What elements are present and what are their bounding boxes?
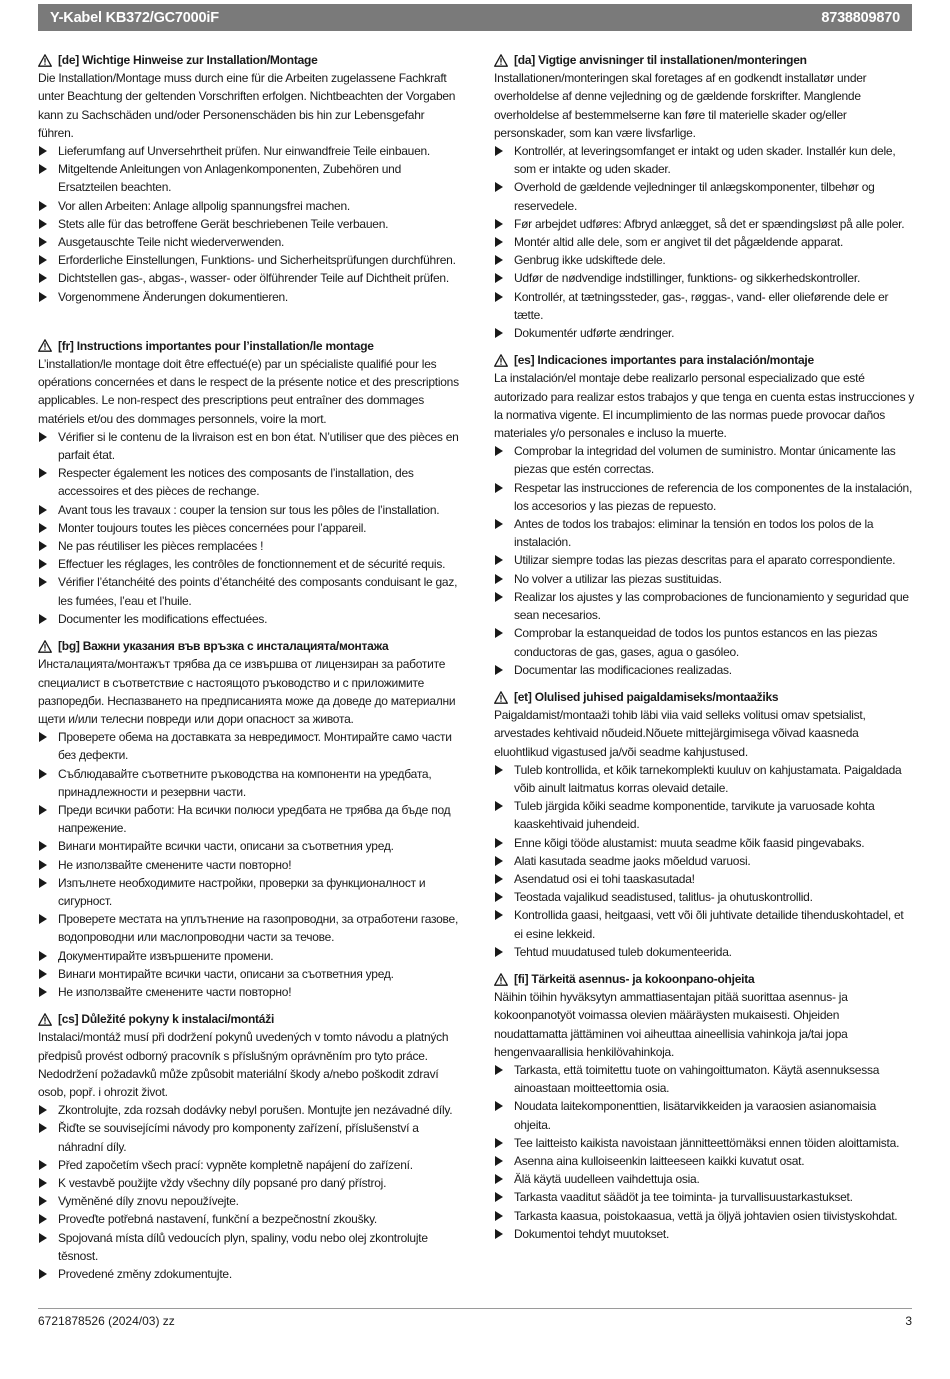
bullet-triangle-icon: [495, 856, 503, 866]
list-item: [38, 801, 459, 837]
bullet-triangle-icon: [39, 1269, 47, 1279]
warning-icon: [38, 1013, 52, 1026]
header-title: Y-Kabel KB372/GC7000iF: [50, 9, 219, 26]
list-item-text: Tarkasta kaasua, poistokaasua, vettä ja öljyä johtavien osien tiivistyskohdat.: [514, 1208, 898, 1223]
list-item: [494, 888, 915, 906]
list-item-text: Kontrollér, at tætningssteder, gas-, røggas-, vand- eller olieførende dele er tætte.: [514, 289, 889, 322]
page-footer: [38, 1314, 912, 1328]
list-item-text: Asenna aina kulloiseenkin laitteeseen kaikki kuvatut osat.: [514, 1153, 805, 1168]
bullet-triangle-icon: [495, 1156, 503, 1166]
list-item-text: Tuleb järgida kõiki seadme komponentide, tarvikute ja varuosade kohta kaaskehtivaid juhendeid.: [514, 799, 875, 832]
list-item-text: Vorgenommene Änderungen dokumentieren.: [58, 289, 288, 304]
bullet-triangle-icon: [495, 146, 503, 156]
bullet-triangle-icon: [495, 1211, 503, 1221]
list-item: [494, 1097, 915, 1133]
list-item-text: Stets alle für das betroffene Gerät beschriebenen Teile verbauen.: [58, 216, 389, 231]
list-item: [494, 870, 915, 888]
warning-icon: [494, 973, 508, 986]
list-item-text: Erforderliche Einstellungen, Funktions- und Sicherheitsprüfungen durchführen.: [58, 253, 456, 268]
bullet-triangle-icon: [39, 1105, 47, 1115]
bullet-triangle-icon: [39, 432, 47, 442]
section-da: [494, 51, 915, 342]
instruction-list: [494, 1061, 915, 1243]
list-item: [38, 1156, 459, 1174]
list-item-text: Vyměněné díly znovu nepoužívejte.: [58, 1194, 239, 1209]
list-item: [38, 728, 459, 764]
list-item: [38, 1229, 459, 1265]
section-title-text: [es] Indicaciones importantes para instalación/montaje: [514, 353, 814, 368]
list-item-text: Noudata laitekomponenttien, lisätarvikkeiden ja varaosien asianomaisia ohjeita.: [514, 1099, 877, 1132]
list-item-text: Vérifier si le contenu de la livraison est en bon état. N’utiliser que des pièces en parfait état.: [58, 429, 459, 463]
bullet-triangle-icon: [495, 1101, 503, 1111]
section-title-text: [bg] Важни указания във връзка с инсталацията/монтажа: [58, 639, 389, 654]
list-item-text: Spojovaná místa dílů vedoucích plyn, spaliny, vodu nebo olej zkontrolujte těsnost.: [58, 1230, 428, 1263]
bullet-triangle-icon: [39, 273, 47, 283]
bullet-triangle-icon: [39, 1160, 47, 1170]
list-item: [494, 479, 915, 515]
section-intro: Die Installation/Montage muss durch eine für die Arbeiten zugelassene Fachkraft unter Beachtung der geltenden Vorschriften erfolgen. Nichtbeachten der Vorgaben kann zu Sachschäden und/oder Personenschäden bis hin zur Lebensgefahr führen.: [38, 71, 456, 140]
page-header: [38, 4, 912, 31]
list-item: [38, 215, 459, 233]
section-title: [494, 51, 915, 69]
list-item: [494, 442, 915, 478]
list-item: [494, 943, 915, 961]
list-item: [494, 661, 915, 679]
bullet-triangle-icon: [39, 732, 47, 742]
bullet-triangle-icon: [39, 1178, 47, 1188]
bullet-triangle-icon: [39, 805, 47, 815]
section-intro: Инсталацията/монтажът трябва да се извършва от лицензиран за работите специалист в съответствие с настоящото ръководство и с приложимите разпоредби. Неспазването на предписанията може да доведе до материални щети и/или телесни повреди или дори опасност за живота.: [38, 657, 456, 726]
list-item: [38, 1101, 459, 1119]
section-intro: Installationen/monteringen skal foretages af en godkendt installatør under overholdelse af denne vejledning og de gældende forskrifter. Manglende overholdelse af bestemmelserne kan føre til materielle skader og/eller personskader, som kan være livsfarlige.: [494, 71, 867, 140]
list-item-text: Lieferumfang auf Unversehrtheit prüfen. Nur einwandfreie Teile einbauen.: [58, 144, 431, 159]
list-item-text: K vestavbě použijte vždy všechny díly popsané pro daný přístroj.: [58, 1175, 387, 1190]
section-title-text: [da] Vigtige anvisninger til installationen/monteringen: [514, 53, 807, 67]
section-title-text: [cs] Důležité pokyny k instalaci/montáži: [58, 1012, 275, 1027]
list-item: [38, 983, 459, 1001]
bullet-triangle-icon: [495, 874, 503, 884]
list-item: [38, 160, 459, 196]
bullet-triangle-icon: [39, 292, 47, 302]
bullet-triangle-icon: [39, 951, 47, 961]
bullet-triangle-icon: [39, 914, 47, 924]
bullet-triangle-icon: [39, 237, 47, 247]
list-item-text: Asendatud osi ei tohi taaskasutada!: [514, 871, 695, 886]
list-item-text: Ausgetauschte Teile nicht wiederverwenden.: [58, 235, 285, 250]
list-item: [494, 1188, 915, 1206]
list-item: [494, 269, 915, 287]
list-item: [38, 501, 459, 519]
list-item: [494, 588, 915, 624]
list-item: [38, 537, 459, 555]
list-item: [494, 1061, 915, 1097]
bullet-triangle-icon: [495, 519, 503, 529]
list-item: [494, 1207, 915, 1225]
section-title: [38, 51, 459, 69]
list-item: [38, 874, 459, 910]
list-item-text: Винаги монтирайте всички части, описани за съответния уред.: [58, 966, 394, 981]
warning-icon: [38, 339, 52, 352]
list-item-text: Respecter également les notices des composants de l’installation, des accessoires et des pièces de rechange.: [58, 466, 414, 499]
list-item: [38, 856, 459, 874]
section-title: [38, 337, 459, 355]
bullet-triangle-icon: [39, 1123, 47, 1133]
bullet-triangle-icon: [495, 801, 503, 811]
list-item-text: Før arbejdet udføres: Afbryd anlægget, så det er spændingsløst på alle poler.: [514, 216, 905, 231]
warning-icon: [494, 354, 508, 367]
warning-icon: [494, 691, 508, 704]
list-item-text: Udfør de nødvendige indstillinger, funktions- og sikkerhedskontroller.: [514, 271, 861, 286]
list-item-text: Antes de todos los trabajos: eliminar la tensión en todos los polos de la instalación.: [514, 517, 874, 550]
header-part-number: 8738809870: [821, 9, 900, 26]
bullet-triangle-icon: [39, 614, 47, 624]
list-item-text: Съблюдавайте съответните ръководства на компоненти на уредбата, принадлежности и резервни части.: [58, 766, 432, 799]
section-bg: [38, 637, 459, 1001]
list-item: [38, 1265, 459, 1283]
list-item-text: Documenter les modifications effectuées.: [58, 611, 268, 626]
list-item: [494, 852, 915, 870]
list-item-text: Dokumentoi tehdyt muutokset.: [514, 1226, 670, 1241]
instruction-list: [38, 428, 459, 628]
list-item-text: Проверете местата на уплътнение на газопроводни, за отработени газове, водопроводни или маслопроводни части за течове.: [58, 912, 459, 945]
list-item-text: Не използвайте сменените части повторно!: [58, 984, 292, 999]
list-item: [38, 428, 459, 464]
bullet-triangle-icon: [39, 969, 47, 979]
bullet-triangle-icon: [39, 505, 47, 515]
list-item: [38, 910, 459, 946]
instruction-list: [494, 442, 915, 679]
list-item: [38, 251, 459, 269]
bullet-triangle-icon: [39, 541, 47, 551]
list-item-text: Řiďte se souvisejícími návody pro komponenty zařízení, příslušenství a náhradní díly.: [58, 1121, 419, 1154]
list-item-text: Montér altid alle dele, som er angivet til det pågældende apparat.: [514, 235, 844, 250]
list-item: [494, 251, 915, 269]
list-item-text: Dokumentér udførte ændringer.: [514, 326, 675, 341]
list-item-text: Teostada vajalikud seadistused, talitlus- ja ohutuskontrollid.: [514, 890, 813, 905]
bullet-triangle-icon: [495, 1192, 503, 1202]
list-item-text: Provedené změny zdokumentujte.: [58, 1267, 232, 1281]
bullet-triangle-icon: [495, 592, 503, 602]
bullet-triangle-icon: [39, 987, 47, 997]
instruction-list: [38, 1101, 459, 1283]
bullet-triangle-icon: [495, 910, 503, 920]
list-item-text: Dichtstellen gas-, abgas-, wasser- oder ölführender Teile auf Dichtheit prüfen.: [58, 271, 449, 286]
list-item: [494, 233, 915, 251]
list-item-text: Utilizar siempre todas las piezas descritas para el aparato correspondiente.: [514, 553, 896, 568]
list-item: [494, 142, 915, 178]
bullet-triangle-icon: [39, 219, 47, 229]
bullet-triangle-icon: [495, 182, 503, 192]
list-item: [494, 551, 915, 569]
list-item-text: Документирайте извършените промени.: [58, 948, 274, 963]
section-title: [38, 637, 459, 655]
bullet-triangle-icon: [495, 1065, 503, 1075]
right-column: [494, 51, 915, 1243]
list-item-text: Mitgeltende Anleitungen von Anlagenkomponenten, Zubehören und Ersatzteilen beachten.: [58, 162, 402, 195]
section-intro: L’installation/le montage doit être effectué(e) par un spécialiste qualifié pour les opérations concernées et dans le respect de la présente notice et des prescriptions applicables. Le non-respect des prescriptions peut entraîner des dommages matériels et/ou des dommages personnels, voire la mort.: [38, 357, 459, 426]
bullet-triangle-icon: [495, 219, 503, 229]
warning-icon: [38, 54, 52, 67]
section-title-text: [fr] Instructions importantes pour l’installation/le montage: [58, 338, 374, 353]
section-title: [38, 1010, 459, 1028]
bullet-triangle-icon: [39, 255, 47, 265]
list-item: [38, 965, 459, 983]
bullet-triangle-icon: [495, 1229, 503, 1239]
list-item-text: Genbrug ikke udskiftede dele.: [514, 253, 666, 268]
list-item: [494, 624, 915, 660]
list-item: [38, 519, 459, 537]
list-item-text: Не използвайте сменените части повторно!: [58, 857, 292, 872]
list-item-text: Proveďte potřebná nastavení, funkční a bezpečnostní zkoušky.: [58, 1212, 378, 1227]
list-item-text: Tehtud muudatused tuleb dokumenteerida.: [514, 944, 732, 959]
bullet-triangle-icon: [495, 273, 503, 283]
footer-doc-id: 6721878526 (2024/03) zz: [38, 1314, 175, 1328]
list-item: [38, 610, 459, 628]
bullet-triangle-icon: [495, 947, 503, 957]
list-item-text: Преди всички работи: На всички полюси уредбата не трябва да бъде под напрежение.: [58, 802, 451, 836]
bullet-triangle-icon: [495, 446, 503, 456]
section-title-text: [fi] Tärkeitä asennus- ja kokoonpano-ohjeita: [514, 971, 755, 986]
bullet-triangle-icon: [39, 878, 47, 888]
instruction-list: [494, 142, 915, 342]
section-fi: [494, 970, 915, 1243]
bullet-triangle-icon: [39, 577, 47, 587]
section-es: [494, 351, 915, 679]
list-item: [38, 573, 459, 609]
list-item-text: Před započetím všech prací: vypněte kompletně napájení do zařízení.: [58, 1157, 413, 1172]
section-intro: Paigaldamist/montaaži tohib läbi viia vaid selleks volitusi omav spetsialist, arvestades kehtivaid nõudeid.Nõuete mittejärgimisega võivad kaasneda eluohtlikud vigastused ja/või seadme kahjustused.: [494, 708, 866, 759]
bullet-triangle-icon: [39, 146, 47, 156]
list-item: [38, 1192, 459, 1210]
bullet-triangle-icon: [495, 892, 503, 902]
section-cs: [38, 1010, 459, 1283]
list-item-text: Effectuer les réglages, les contrôles de fonctionnement et de sécurité requis.: [58, 557, 446, 572]
section-intro: Näihin töihin hyväksytyn ammattiasentajan pitää suorittaa asennus- ja kokoonpanotyöt voimassa olevien määräysten mukaisesti. Ohjeiden noudattamatta jättäminen voi aiheuttaa aineellisia vahinkoja ja/tai jopa hengenvaarallisia henkilövahinkoja.: [494, 990, 848, 1059]
list-item: [38, 197, 459, 215]
section-title: [494, 351, 915, 369]
list-item: [494, 1152, 915, 1170]
bullet-triangle-icon: [495, 574, 503, 584]
bullet-triangle-icon: [39, 164, 47, 174]
list-item-text: Documentar las modificaciones realizadas.: [514, 662, 732, 677]
bullet-triangle-icon: [495, 555, 503, 565]
bullet-triangle-icon: [495, 292, 503, 302]
list-item-text: Vor allen Arbeiten: Anlage allpolig spannungsfrei machen.: [58, 198, 350, 213]
section-intro: La instalación/el montaje debe realizarlo personal especializado que esté autorizado para realizar estos trabajos y que tenga en cuenta estas instrucciones y la normativa vigente. El incumplimiento de las normas puede provocar daños materiales y/o personales e incluso la muerte.: [494, 371, 915, 441]
list-item: [38, 555, 459, 573]
bullet-triangle-icon: [39, 559, 47, 569]
list-item: [38, 765, 459, 801]
instruction-list: [38, 728, 459, 1001]
list-item: [38, 142, 459, 160]
list-item: [38, 1210, 459, 1228]
list-item-text: Tarkasta, että toimitettu tuote on vahingoittumaton. Käytä asennuksessa ainoastaan moitteettomia osia.: [514, 1062, 880, 1096]
bullet-triangle-icon: [495, 483, 503, 493]
bullet-triangle-icon: [495, 628, 503, 638]
list-item-text: Comprobar la integridad del volumen de suministro. Montar únicamente las piezas que estén correctas.: [514, 444, 896, 477]
list-item: [494, 288, 915, 324]
list-item-text: Tuleb kontrollida, et kõik tarnekomplekti kuuluv on kahjustamata. Paigaldada võib ainult laitmatus korras olevaid detaile.: [514, 762, 902, 795]
list-item: [38, 837, 459, 855]
section-title: [494, 688, 915, 706]
warning-icon: [494, 54, 508, 67]
bullet-triangle-icon: [495, 255, 503, 265]
bullet-triangle-icon: [495, 765, 503, 775]
list-item-text: Avant tous les travaux : couper la tension sur tous les pôles de l’installation.: [58, 502, 440, 517]
section-title-text: [et] Olulised juhised paigaldamiseks/montaažiks: [514, 689, 779, 704]
list-item-text: Ne pas réutiliser les pièces remplacées !: [58, 539, 264, 554]
list-item-text: Enne kõigi tööde alustamist: muuta seadme kõik faasid pingevabaks.: [514, 835, 865, 850]
list-item-text: Vérifier l’étanchéité des points d’étanchéité des composants conduisant le gaz, les fumées, l’eau et l’huile.: [58, 575, 458, 608]
list-item-text: Zkontrolujte, zda rozsah dodávky nebyl porušen. Montujte jen nezávadné díly.: [58, 1103, 453, 1118]
bullet-triangle-icon: [39, 523, 47, 533]
list-item: [494, 178, 915, 214]
bullet-triangle-icon: [495, 237, 503, 247]
list-item: [494, 797, 915, 833]
left-column: [38, 51, 459, 1283]
bullet-triangle-icon: [39, 769, 47, 779]
list-item-text: Overhold de gældende vejledninger til anlægskomponenter, tilbehør og reservedele.: [514, 180, 875, 213]
section-title: [494, 970, 915, 988]
list-item: [38, 233, 459, 251]
warning-icon: [38, 640, 52, 653]
list-item: [494, 570, 915, 588]
list-item-text: Kontrollér, at leveringsomfanget er intakt og uden skader. Installér kun dele, som er intakte og uden skader.: [514, 144, 896, 177]
bullet-triangle-icon: [39, 1233, 47, 1243]
section-intro: Instalaci/montáž musí při dodržení pokynů uvedených v tomto návodu a platných předpisů provést odborný pracovník s příslušným oprávněním pro tyto práce. Nedodržení požadavků může způsobit materiální škody a/nebo poškodit zdraví osob, popř. i ohrozit život.: [38, 1030, 449, 1099]
section-et: [494, 688, 915, 961]
list-item-text: Respetar las instrucciones de referencia de los componentes de la instalación, los accesorios y las piezas de repuesto.: [514, 480, 913, 513]
list-item: [494, 1170, 915, 1188]
bullet-triangle-icon: [495, 1174, 503, 1184]
list-item: [38, 269, 459, 287]
bullet-triangle-icon: [495, 328, 503, 338]
list-item-text: Изпълнете необходимите настройки, проверки за функционалност и сигурност.: [58, 875, 426, 908]
instruction-list: [494, 761, 915, 961]
list-item-text: Винаги монтирайте всички части, описани за съответния уред.: [58, 839, 394, 854]
list-item: [494, 834, 915, 852]
list-item: [38, 1174, 459, 1192]
list-item-text: Comprobar la estanqueidad de todos los puntos estancos en las piezas conductoras de gas, gases, agua o gasóleo.: [514, 626, 878, 659]
footer-divider: [38, 1308, 912, 1309]
list-item-text: Tee laitteisto kaikista navoistaan jännitteettömäksi ennen töiden aloittamista.: [514, 1135, 900, 1150]
list-item: [38, 947, 459, 965]
list-item-text: Проверете обема на доставката за невредимост. Монтирайте само части без дефекти.: [58, 730, 452, 763]
list-item-text: Älä käytä uudelleen vaihdettuja osia.: [514, 1172, 700, 1187]
bullet-triangle-icon: [495, 1138, 503, 1148]
list-item: [38, 464, 459, 500]
bullet-triangle-icon: [39, 1214, 47, 1224]
list-item: [494, 761, 915, 797]
list-item: [494, 1225, 915, 1243]
bullet-triangle-icon: [39, 1196, 47, 1206]
bullet-triangle-icon: [495, 838, 503, 848]
list-item: [38, 1119, 459, 1155]
list-item-text: No volver a utilizar las piezas sustituidas.: [514, 571, 722, 586]
section-fr: [38, 337, 459, 628]
list-item-text: Monter toujours toutes les pièces concernées pour l’appareil.: [58, 520, 367, 535]
list-item: [494, 906, 915, 942]
instruction-list: [38, 142, 459, 306]
section-title-text: [de] Wichtige Hinweise zur Installation/Montage: [58, 53, 318, 67]
list-item: [494, 515, 915, 551]
bullet-triangle-icon: [39, 468, 47, 478]
footer-page-number: 3: [905, 1314, 912, 1328]
list-item: [494, 1134, 915, 1152]
list-item-text: Kontrollida gaasi, heitgaasi, vett või õli juhtivate detailide tihenduskohtadel, et ei esine lekkeid.: [514, 908, 904, 941]
bullet-triangle-icon: [495, 665, 503, 675]
list-item: [494, 215, 915, 233]
bullet-triangle-icon: [39, 201, 47, 211]
list-item-text: Realizar los ajustes y las comprobaciones de funcionamiento y seguridad que sean necesarios.: [514, 589, 909, 623]
bullet-triangle-icon: [39, 860, 47, 870]
list-item-text: Alati kasutada seadme jaoks mõeldud varuosi.: [514, 853, 751, 868]
list-item: [38, 288, 459, 306]
bullet-triangle-icon: [39, 841, 47, 851]
section-de: [38, 51, 459, 306]
list-item: [494, 324, 915, 342]
list-item-text: Tarkasta vaaditut säädöt ja tee toiminta- ja turvallisuustarkastukset.: [514, 1190, 853, 1205]
